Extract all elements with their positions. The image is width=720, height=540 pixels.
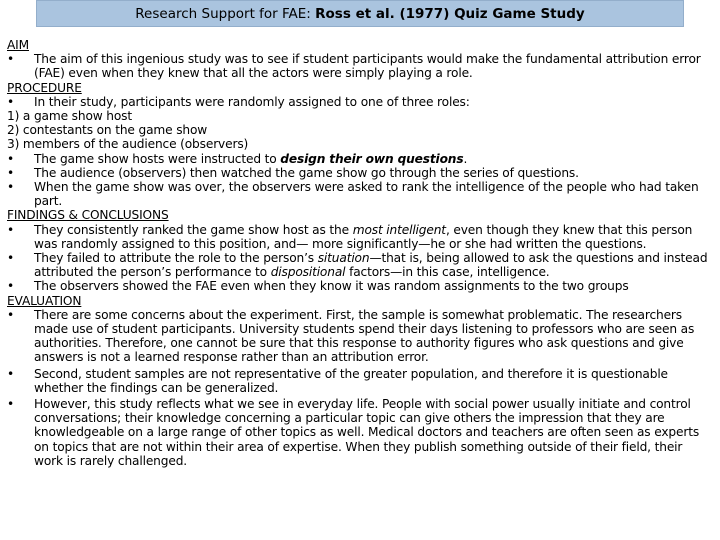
- text-span: —that is, being allowed to ask the questions and instead attributed the person’s performance to: [34, 251, 708, 280]
- findings-heading: FINDINGS & CONCLUSIONS: [7, 208, 169, 223]
- emphasis-dispositional: dispositional: [270, 265, 346, 280]
- emphasis-most-intelligent: most intelligent: [352, 222, 446, 237]
- title-prefix: Research Support for FAE:: [135, 6, 316, 22]
- text-span: .: [463, 151, 468, 166]
- text-span: The game show hosts were instructed to: [34, 151, 281, 166]
- evaluation-bullet-generalize: • Second, student samples are not representative of the greater population, and therefore it is questionable whether the findings can be generalized.: [7, 367, 713, 395]
- role-audience: 3) members of the audience (observers): [7, 137, 249, 152]
- procedure-bullet-audience: • The audience (observers) then watched the game show go through the series of questions.: [7, 166, 713, 180]
- evaluation-heading: EVALUATION: [7, 293, 82, 308]
- text-span: factors—in this case, intelligence.: [345, 265, 550, 280]
- aim-heading: AIM: [7, 38, 29, 52]
- evaluation-bullet-sample: • There are some concerns about the experiment. First, the sample is somewhat problematic. The researchers made use of student participants. University students spend their days listening to professors who are seen as authorities. Therefore, one cannot be sure that this response to authority figures who ask questions and give answers is not a learned response rather than an attribution error.: [7, 308, 713, 365]
- evaluation-bullet-everyday: • However, this study reflects what we see in everyday life. People with social power usually initiate and control conversations; their knowledge concerning a particular topic can give others the impression that they are knowledgeable on a large range of other topics as well. Medical doctors and teachers are often seen as experts on topics that are not within their area of expertise. When they publish something outside of their field, their work is rarely challenged.: [7, 397, 713, 468]
- procedure-bullet-questions: [7, 152, 713, 166]
- role-host: 1) a game show host: [7, 109, 133, 124]
- finding-fae: • The observers showed the FAE even when they know it was random assignments to the two groups: [7, 279, 713, 293]
- slide-body: [7, 38, 713, 468]
- slide-title: [36, 0, 684, 27]
- procedure-intro: • In their study, participants were randomly assigned to one of three roles:: [7, 95, 713, 109]
- text-span: , even though they knew that this person was randomly assigned to this position, and— more significantly—he or she had written the questions.: [34, 222, 693, 251]
- aim-bullet: • The aim of this ingenious study was to see if student participants would make the fundamental attribution error (FAE) even when they knew that all the actors were simply playing a role.: [7, 52, 713, 80]
- text-span: They failed to attribute the role to the person’s: [34, 251, 318, 266]
- finding-host-intelligent: [7, 223, 713, 251]
- procedure-bullet-ranking: • When the game show was over, the observers were asked to rank the intelligence of the people who had taken part.: [7, 180, 713, 208]
- finding-situation: [7, 251, 713, 279]
- title-study-name: Ross et al. (1977) Quiz Game Study: [315, 6, 585, 22]
- procedure-heading: PROCEDURE: [7, 80, 82, 95]
- emphasis-situation: situation: [317, 251, 370, 266]
- text-span: They consistently ranked the game show host as the: [34, 222, 353, 237]
- emphasis-own-questions: design their own questions: [280, 151, 464, 166]
- role-contestants: 2) contestants on the game show: [7, 123, 208, 138]
